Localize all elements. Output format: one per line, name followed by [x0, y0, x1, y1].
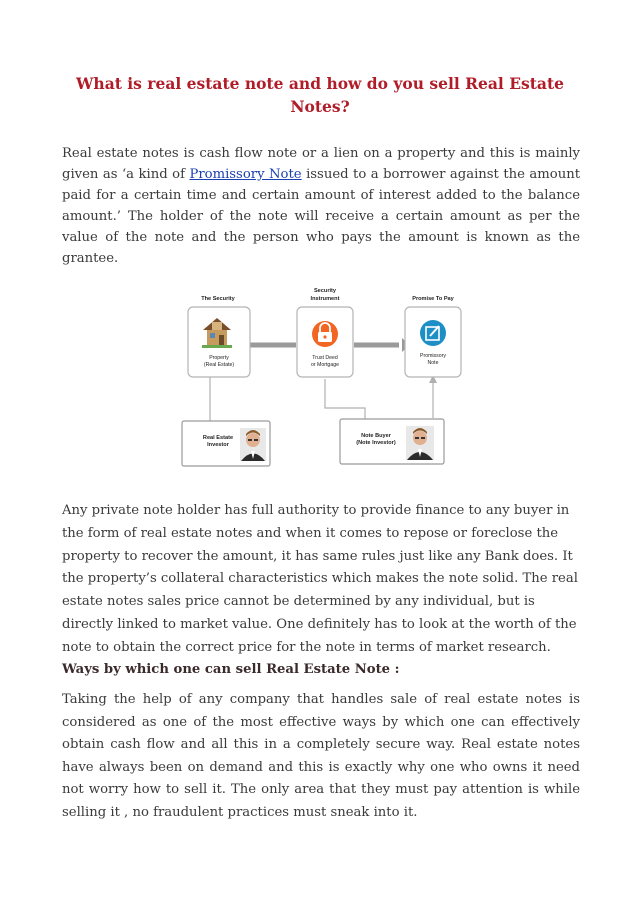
authority-paragraph: Any private note holder has full authority to provide finance to any buyer in the form of real estate notes and when it comes to repose or foreclose the property to recover the amount, it has same rules just like any Bank does. It the property’s collateral characteristics which makes the note solid. The real estate notes sales price cannot be determined by any individual, but is directly linked to market value. One definitely has to look at the worth of the note to obtain the correct price for the note in terms of market research. — [62, 503, 578, 655]
investor-label-line1: Real Estate — [202, 435, 234, 441]
trust-label-line1: Trust Deed — [312, 355, 338, 361]
intro-paragraph — [62, 143, 580, 269]
real-estate-note-diagram — [180, 283, 470, 473]
ways-subheading: Ways by which one can sell Real Estate Note : — [62, 662, 400, 677]
security-heading: The Security — [201, 296, 235, 302]
property-label-line1: Property — [209, 355, 229, 361]
edit-note-icon — [420, 320, 446, 346]
property-card — [188, 307, 250, 377]
person-photo-icon — [406, 426, 434, 460]
promissory-note-card — [405, 307, 461, 377]
ways-paragraph: Taking the help of any company that handles sale of real estate notes is considered as one of the most effective ways by which one can effectively obtain cash flow and all this in a completely secure way. Real estate notes have always been on demand and this is exactly why one who owns it need not worry how to sell it. The only area that they must pay attention is while selling it , no fraudulent practices must sneak into it. — [62, 692, 580, 820]
note-buyer-card — [340, 419, 444, 464]
note-label-line1: Promissory — [420, 353, 446, 359]
title-text: What is real estate note and how do you sell Real Estate Notes? — [76, 74, 564, 116]
trust-deed-card — [297, 307, 353, 377]
instrument-heading-line1: Security — [313, 288, 337, 294]
page-title — [62, 72, 578, 118]
instrument-heading-line2: Instrument — [310, 296, 340, 302]
intro-text-before-link: Real estate notes is cash flow note or a lien on a property and this is mainly given as ‘a kind of — [62, 146, 580, 182]
intro-text-after-link: issued to a borrower against the amount paid for a certain time and certain amount of interest added to the balance amount.’ The holder of the note will receive a certain amount as per the value of the note and the person who pays the amount is known as the grantee. — [62, 167, 581, 266]
buyer-label-line2: (Note Investor) — [356, 440, 396, 446]
property-label-line2: (Real Estate) — [203, 362, 235, 368]
investor-label-line2: Investor — [207, 442, 229, 448]
promise-heading: Promise To Pay — [412, 296, 454, 302]
lock-icon — [312, 321, 338, 347]
note-label-line2: Note — [427, 360, 439, 366]
buyer-label-line1: Note Buyer — [361, 433, 391, 439]
promissory-note-link[interactable]: Promissory Note — [189, 167, 302, 182]
line-buyer-instrument — [325, 379, 365, 421]
trust-label-line2: or Mortgage — [311, 362, 339, 368]
person-photo-icon — [240, 428, 266, 461]
investor-card — [182, 421, 270, 466]
